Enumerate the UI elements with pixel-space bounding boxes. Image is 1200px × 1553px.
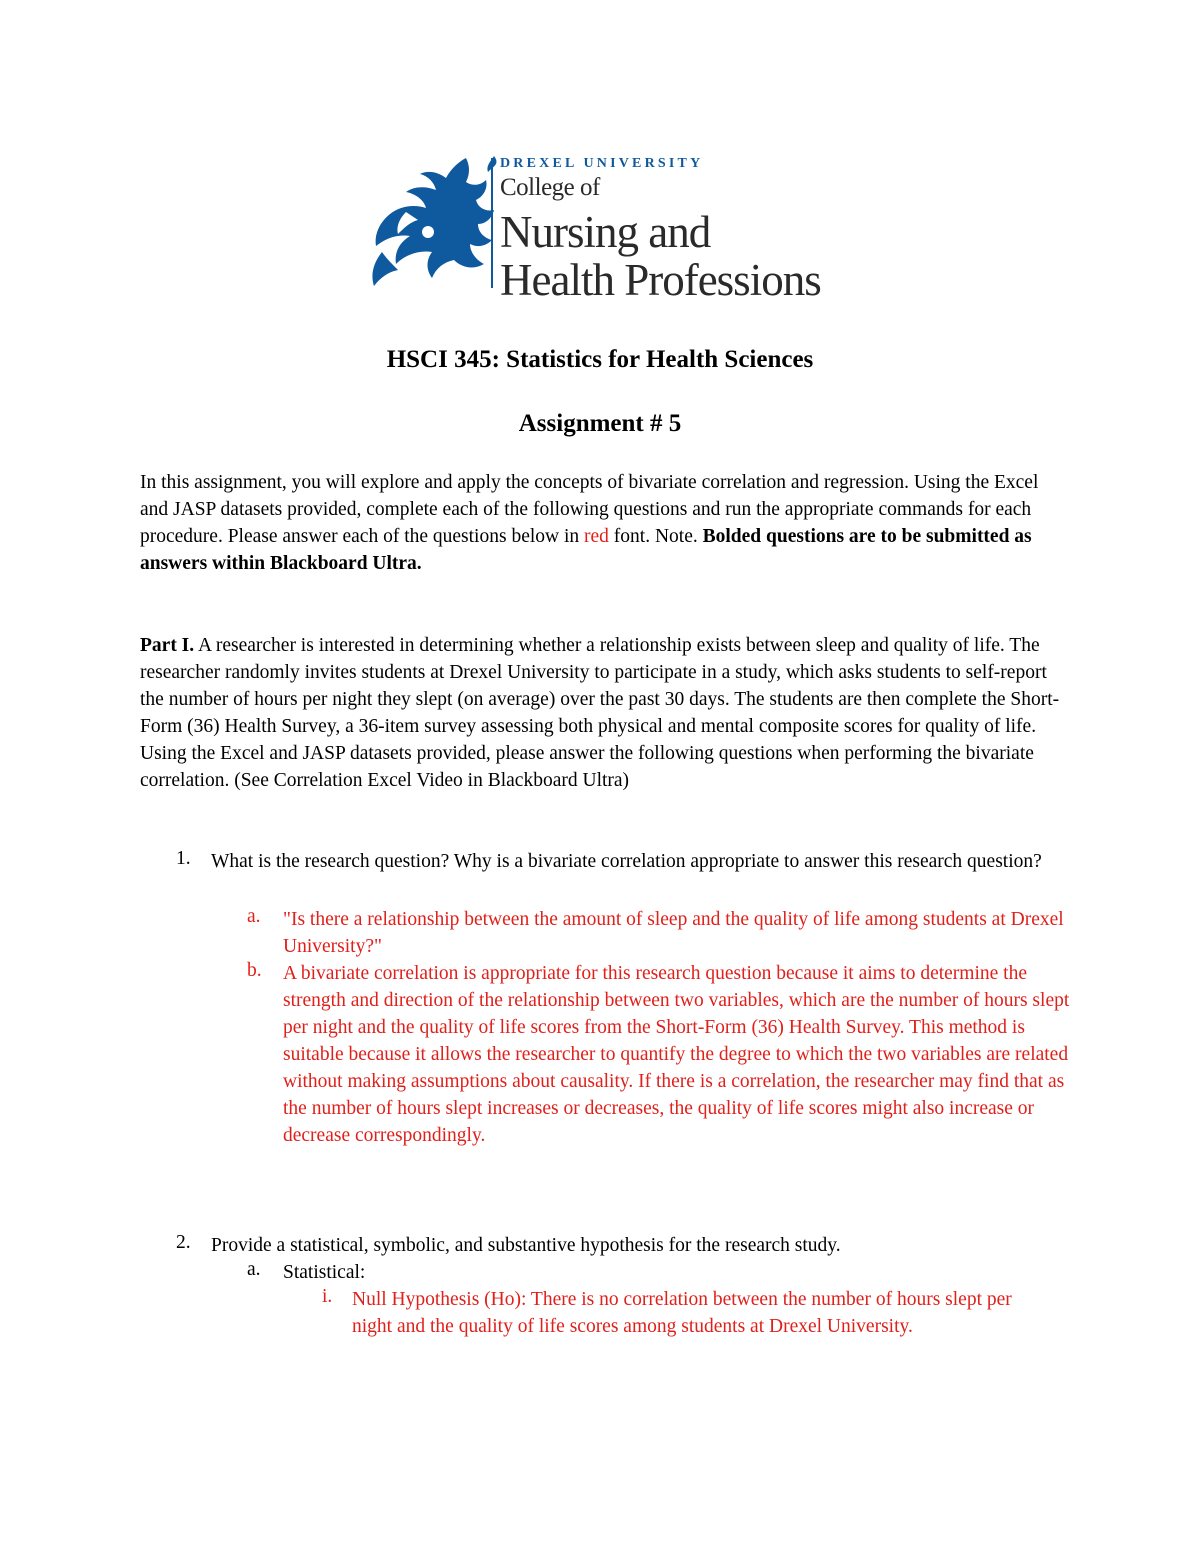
question-1-text: What is the research question? Why is a bivariate correlation appropriate to answer this research question? bbox=[211, 851, 1042, 872]
answer-2ai-marker: i. bbox=[322, 1286, 333, 1307]
answer-1b-text: A bivariate correlation is appropriate for this research question because it aims to determine the strength and direction of the relationship between two variables, which are the number of hours slept per night and the quality of life scores from the Short-Form (36) Health Survey. This method is suitable because it allows the researcher to quantify the degree to which the two variables are related without making assumptions about causality. If there is a correlation, the researcher may find that as the number of hours slept increases or decreases, the quality of life scores might also increase or decrease correspondingly. bbox=[283, 963, 1070, 1146]
intro-bold-note: Bolded questions are to be submitted as answers within Blackboard Ultra. bbox=[140, 526, 1032, 574]
university-name: DREXEL UNIVERSITY bbox=[500, 156, 704, 171]
intro-text: In this assignment, you will explore and apply the concepts of bivariate correlation and regression. Using the Excel and JASP datasets provided, complete each of the following questions and run the appropriate commands for each procedure. Please answer each of the questions below in bbox=[140, 472, 1039, 547]
intro-note: font. Note. bbox=[608, 526, 703, 547]
part1-paragraph bbox=[140, 632, 1070, 794]
question-2a-label: Statistical: bbox=[283, 1262, 366, 1283]
answer-1a-text: "Is there a relationship between the amount of sleep and the quality of life among students at Drexel University?" bbox=[283, 909, 1064, 957]
assignment-title: Assignment # 5 bbox=[518, 410, 682, 437]
intro-paragraph bbox=[140, 469, 1070, 577]
college-line-1: College of bbox=[500, 174, 600, 201]
question-2-text: Provide a statistical, symbolic, and substantive hypothesis for the research study. bbox=[211, 1235, 841, 1256]
college-line-2: Nursing and bbox=[500, 207, 711, 257]
question-1-number: 1. bbox=[176, 848, 191, 869]
question-2-number: 2. bbox=[176, 1232, 191, 1253]
logo-divider bbox=[491, 158, 493, 288]
course-title: HSCI 345: Statistics for Health Sciences bbox=[386, 346, 814, 373]
part1-label: Part I. bbox=[140, 635, 195, 656]
answer-1a-marker: a. bbox=[247, 906, 261, 927]
intro-red-word: red bbox=[584, 526, 609, 547]
college-line-3: Health Professions bbox=[500, 255, 821, 305]
answer-1b-marker: b. bbox=[247, 960, 262, 981]
answer-2ai-text: Null Hypothesis (Ho): There is no correlation between the number of hours slept per night and the quality of life scores among students at Drexel University. bbox=[352, 1289, 1012, 1337]
part1-text: A researcher is interested in determining whether a relationship exists between sleep and quality of life. The researcher randomly invites students at Drexel University to participate in a study, which asks students to self-report the number of hours per night they slept (on average) over the past 30 days. The students are then complete the Short-Form (36) Health Survey, a 36-item survey assessing both physical and mental composite scores for quality of life. Using the Excel and JASP datasets provided, please answer the following questions when performing the bivariate correlation. (See Correlation Excel Video in Blackboard Ultra) bbox=[140, 635, 1060, 791]
question-2a-marker: a. bbox=[247, 1259, 261, 1280]
